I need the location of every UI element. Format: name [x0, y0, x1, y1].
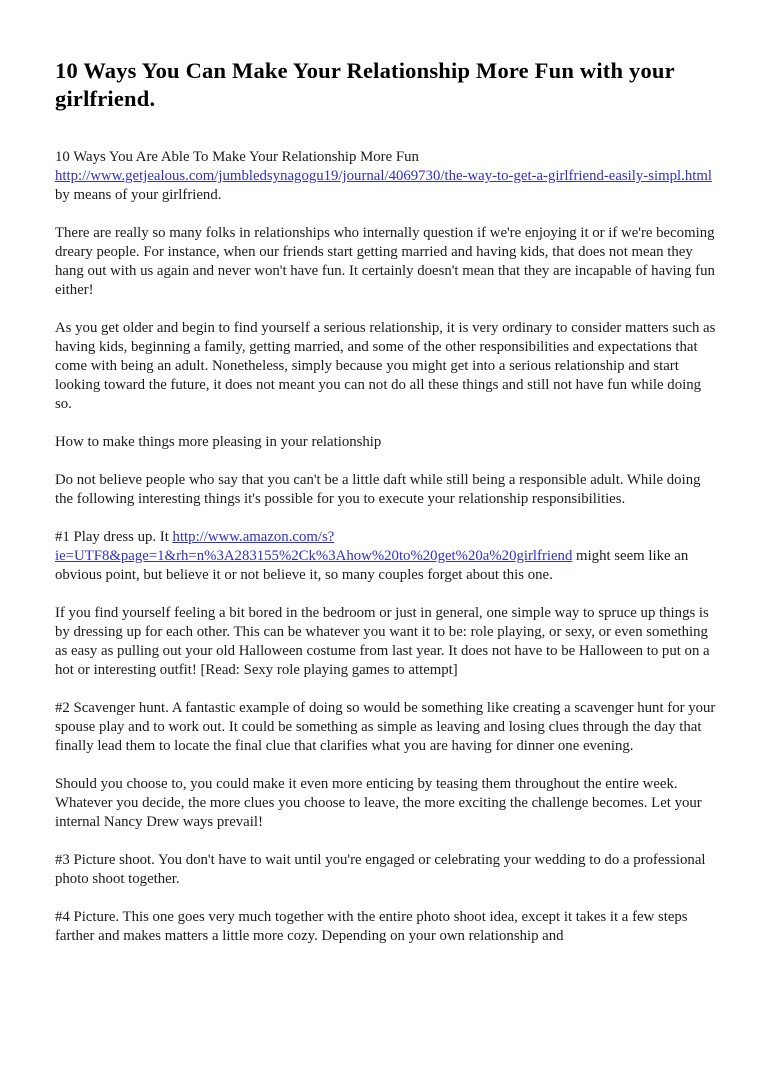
paragraph-text: 10 Ways You Are Able To Make Your Relationship More Fun: [55, 149, 419, 165]
paragraph-text: If you find yourself feeling a bit bored in the bedroom or just in general, one simple way to spruce up things is by dressing up for each other. This can be whatever you want it to be: role playing, or sexy, or even something as easy as pulling out your old Halloween costume from last year. It does not have to be Halloween to put on a hot or interesting outfit! [Read: Sexy role playing games to attempt]: [55, 605, 710, 678]
paragraph: [55, 148, 716, 205]
paragraph-text: by means of your girlfriend.: [55, 187, 222, 203]
paragraph: [55, 528, 716, 585]
paragraph: [55, 775, 716, 832]
paragraph: [55, 433, 716, 452]
paragraph: [55, 604, 716, 680]
paragraph-text: Do not believe people who say that you can't be a little daft while still being a responsible adult. While doing the following interesting things it's possible for you to execute your relationship responsibilities.: [55, 472, 701, 507]
paragraph: [55, 908, 716, 946]
paragraph-text: #1 Play dress up. It: [55, 529, 173, 545]
paragraph-text: As you get older and begin to find yourself a serious relationship, it is very ordinary to consider matters such as having kids, beginning a family, getting married, and some of the other responsibilities and expectations that come with being an adult. Nonetheless, simply because you might get into a serious relationship and start looking toward the future, it does not meant you can not do all these things and still not have fun while doing so.: [55, 320, 716, 412]
paragraph: [55, 851, 716, 889]
paragraph-text: #3 Picture shoot. You don't have to wait until you're engaged or celebrating your wedding to do a professional photo shoot together.: [55, 852, 706, 887]
paragraph-text: Should you choose to, you could make it even more enticing by teasing them throughout the entire week. Whatever you decide, the more clues you choose to leave, the more exciting the challenge becomes. Let your internal Nancy Drew ways prevail!: [55, 776, 702, 830]
hyperlink[interactable]: http://www.getjealous.com/jumbledsynagogu19/journal/4069730/the-way-to-get-a-girlfriend-easily-simpl.html: [55, 168, 712, 184]
page-title: 10 Ways You Can Make Your Relationship More Fun with your girlfriend.: [55, 58, 675, 111]
hyperlink[interactable]: http://www.amazon.com/s?ie=UTF8&page=1&rh=n%3A283155%2Ck%3Ahow%20to%20get%20a%20girlfriend: [55, 529, 573, 564]
document-body: [55, 148, 716, 946]
paragraph-text: How to make things more pleasing in your relationship: [55, 434, 382, 450]
paragraph-text: #4 Picture. This one goes very much together with the entire photo shoot idea, except it takes it a few steps farther and makes matters a little more cozy. Depending on your own relationship and: [55, 909, 688, 944]
paragraph: [55, 699, 716, 756]
paragraph: [55, 224, 716, 300]
paragraph-text: #2 Scavenger hunt. A fantastic example of doing so would be something like creating a scavenger hunt for your spouse play and to work out. It could be something as simple as leaving and losing clues through the day that finally lead them to locate the final clue that clarifies what you are having for dinner one evening.: [55, 700, 716, 754]
paragraph: [55, 319, 716, 414]
paragraph-text: There are really so many folks in relationships who internally question if we're enjoying it or if we're becoming dreary people. For instance, when our friends start getting married and having kids, that does not mean they hang out with us again and never won't have fun. It certainly doesn't mean that they are incapable of having fun either!: [55, 225, 715, 298]
paragraph: [55, 471, 716, 509]
paragraph-text: might seem like an obvious point, but believe it or not believe it, so many couples forget about this one.: [55, 548, 689, 583]
